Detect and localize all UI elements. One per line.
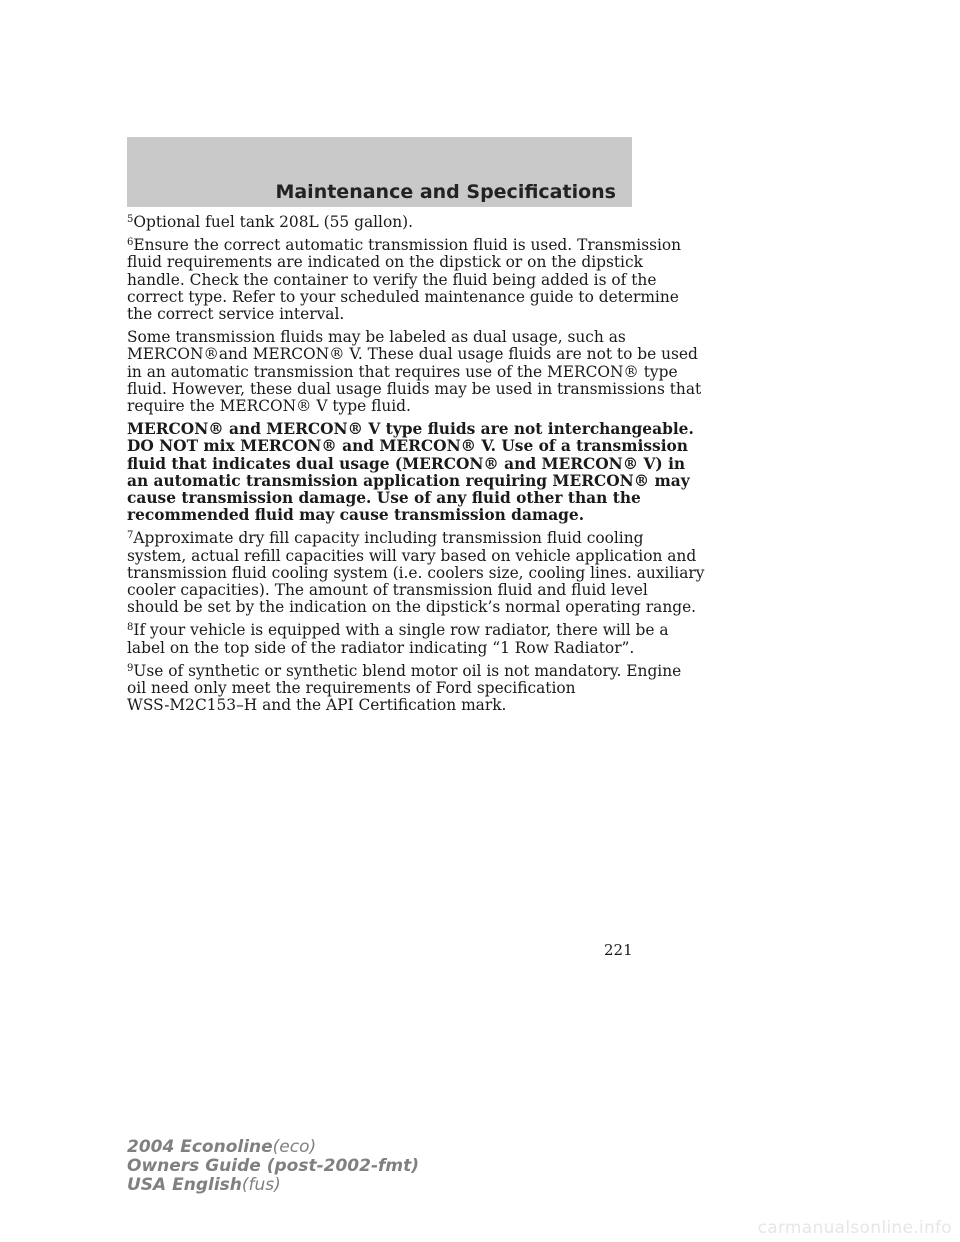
text-line <box>127 598 697 617</box>
text-line <box>127 437 688 456</box>
text-line <box>127 563 705 582</box>
line-text: transmission fluid cooling system (i.e. coolers size, cooling lines. auxiliary <box>127 563 705 582</box>
line-text: label on the top side of the radiator indicating “1 Row Radiator”. <box>127 638 635 657</box>
text-line <box>127 454 686 473</box>
line-text: Approximate dry fill capacity including transmission fluid cooling <box>133 529 644 548</box>
section-title: Maintenance and Specifications <box>275 181 616 203</box>
paragraph-note8 <box>127 621 669 657</box>
body-text <box>127 213 705 720</box>
line-text: MERCON®and MERCON® V. These dual usage fluids are not to be used <box>127 345 698 364</box>
line-text: the correct service interval. <box>127 305 345 324</box>
paragraph-note6 <box>127 236 682 324</box>
text-line <box>127 398 637 415</box>
text-line <box>127 362 678 381</box>
line-text: Optional fuel tank 208L (55 gallon). <box>133 213 414 231</box>
paragraph-note9 <box>127 661 682 715</box>
line-text: oil need only meet the requirements of Ford specification <box>127 679 576 698</box>
line-text: Some transmission fluids may be labeled as dual usage, such as <box>127 328 626 347</box>
text-line <box>127 270 657 289</box>
footer-language-line <box>127 1176 419 1195</box>
footer-guide-line <box>127 1157 419 1176</box>
text-line <box>127 489 641 508</box>
line-text: MERCON® and MERCON® V type fluids are not interchangeable. <box>127 420 694 439</box>
text-line <box>127 680 637 697</box>
line-text: Ensure the correct automatic transmission fluid is used. Transmission <box>133 236 682 255</box>
paragraph-note5 <box>127 214 637 231</box>
page-number: 221 <box>604 941 633 959</box>
line-text: cause transmission damage. Use of any fluid other than the <box>127 489 641 508</box>
footer-guide: Owners Guide (post-2002-fmt) <box>127 1156 420 1176</box>
line-text: require the MERCON® V type fluid. <box>127 397 411 416</box>
document-footer <box>127 1138 419 1195</box>
text-line <box>127 529 644 548</box>
text-line <box>127 546 697 565</box>
line-text: system, actual refill capacities will vary based on vehicle application and <box>127 546 697 565</box>
footnote-marker: 7 <box>127 530 134 542</box>
line-text: If your vehicle is equipped with a single row radiator, there will be a <box>133 621 669 640</box>
line-text: DO NOT mix MERCON® and MERCON® V. Use of a transmission <box>127 437 688 456</box>
text-line <box>127 236 682 255</box>
text-line <box>127 253 643 272</box>
footer-model: 2004 Econoline <box>127 1137 273 1157</box>
text-line <box>127 287 679 306</box>
text-line <box>127 345 698 364</box>
footnote-marker: 9 <box>127 662 134 674</box>
line-text: an automatic transmission application requiring MERCON® may <box>127 471 690 490</box>
paragraph-warning <box>127 420 694 525</box>
text-line <box>127 379 702 398</box>
line-text: recommended fluid may cause transmission damage. <box>127 506 585 525</box>
line-text: fluid requirements are indicated on the dipstick or on the dipstick <box>127 253 643 272</box>
line-text: Use of synthetic or synthetic blend motor oil is not mandatory. Engine <box>133 661 682 680</box>
text-line <box>127 697 637 714</box>
text-line <box>127 329 637 346</box>
line-text: correct type. Refer to your scheduled maintenance guide to determine <box>127 287 679 306</box>
text-line <box>127 306 637 323</box>
line-text: handle. Check the container to verify the fluid being added is of the <box>127 270 657 289</box>
section-header-band <box>127 137 632 207</box>
text-line <box>127 640 637 657</box>
text-line <box>127 621 669 640</box>
text-line <box>127 214 637 231</box>
text-line <box>127 581 648 600</box>
text-line <box>127 420 694 439</box>
line-text: cooler capacities). The amount of transmission fluid and fluid level <box>127 581 648 600</box>
line-text: WSS-M2C153–H and the API Certification mark. <box>127 696 507 715</box>
line-text: fluid. However, these dual usage fluids may be used in transmissions that <box>127 379 702 398</box>
footnote-marker: 5 <box>127 214 134 225</box>
text-line <box>127 661 682 680</box>
paragraph-dual-usage <box>127 328 702 416</box>
paragraph-note7 <box>127 529 705 617</box>
footnote-marker: 6 <box>127 237 134 249</box>
line-text: in an automatic transmission that requires use of the MERCON® type <box>127 362 678 381</box>
line-text: fluid that indicates dual usage (MERCON® and MERCON® V) in <box>127 454 686 473</box>
text-line <box>127 507 637 524</box>
line-text: should be set by the indication on the dipstick’s normal operating range. <box>127 598 697 617</box>
footer-language-code: (fus) <box>241 1175 281 1195</box>
text-line <box>127 471 690 490</box>
footnote-marker: 8 <box>127 622 134 634</box>
footer-model-code: (eco) <box>272 1137 317 1157</box>
footer-model-line <box>127 1138 419 1157</box>
watermark: carmanualsonline.info <box>757 1218 952 1238</box>
footer-language: USA English <box>127 1175 242 1195</box>
